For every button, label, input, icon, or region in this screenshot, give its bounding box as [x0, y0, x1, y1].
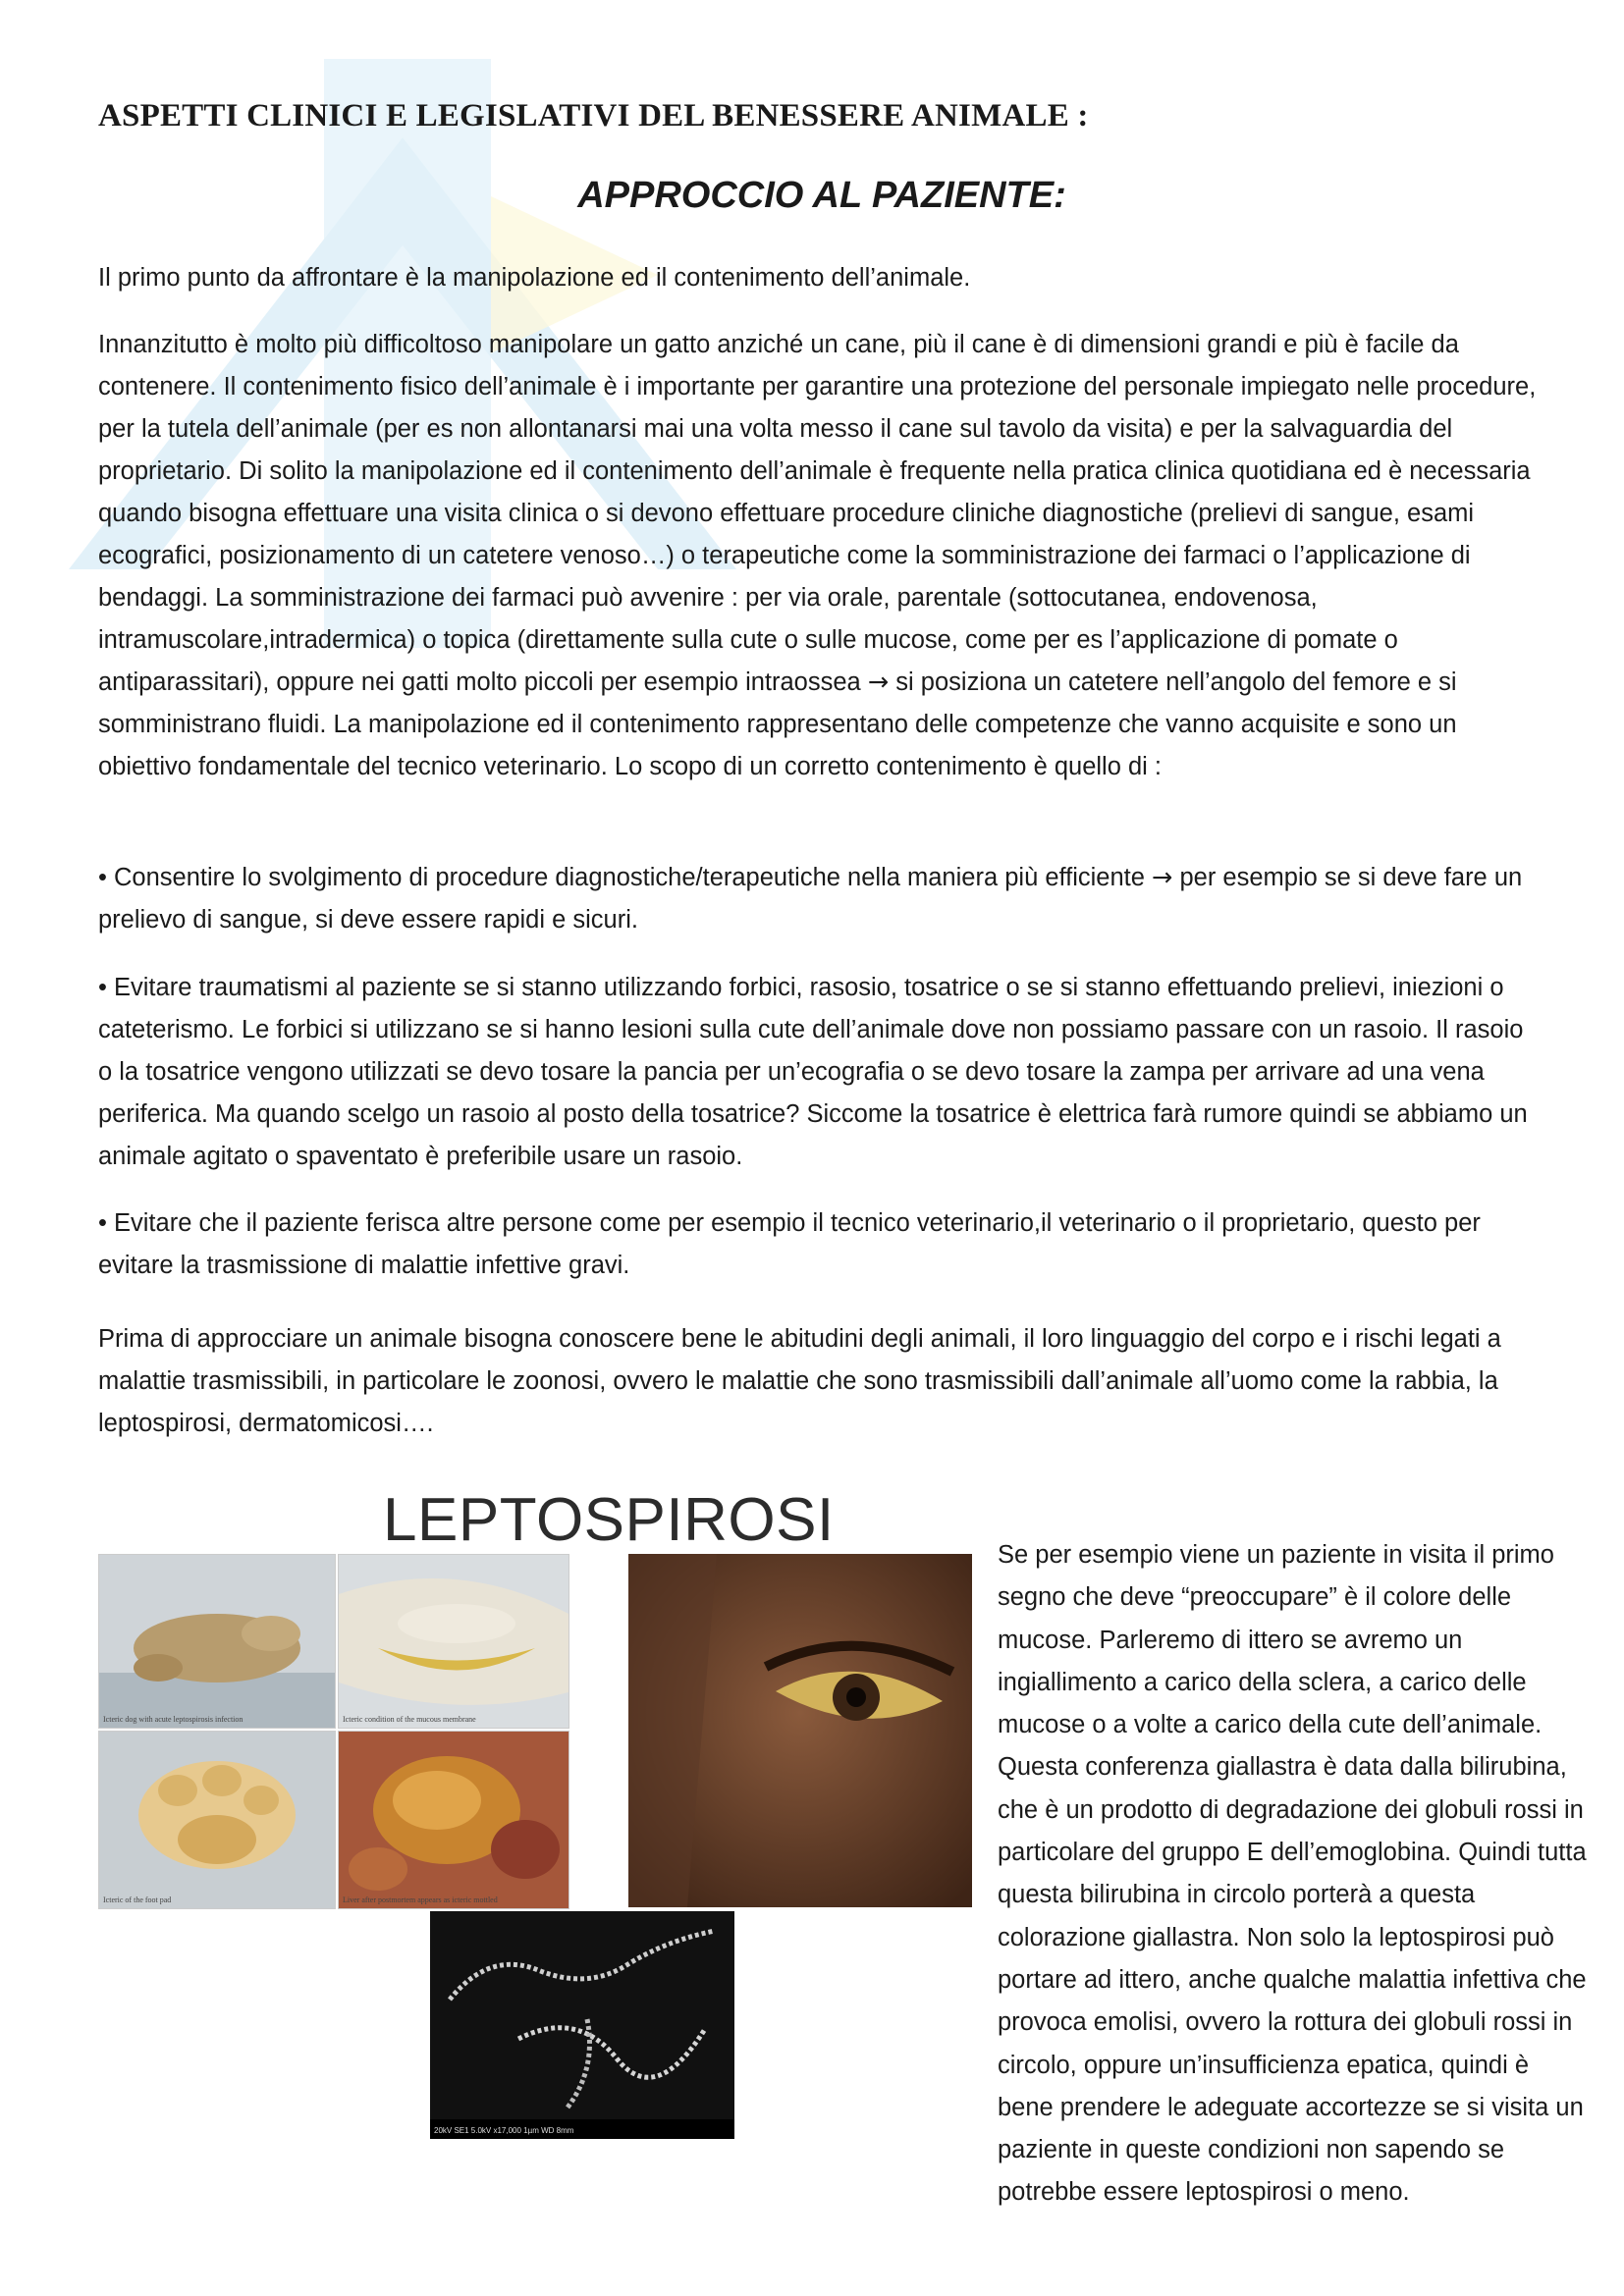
zoonosi-paragraph: Prima di approcciare un animale bisogna conoscere bene le abitudini degli animali, il loro linguaggio del corpo e i rischi legati a malattie trasmissibili, in particolare le zoonosi, ovvero le malattie che sono trasmissibili dall’animale all’uomo come la rabbia, la leptospirosi, dermatomicosi…. — [98, 1325, 1501, 1437]
section-subtitle: APPROCCIO AL PAZIENTE: — [577, 175, 1066, 216]
bullet-item — [98, 857, 1542, 941]
mucosa-photo — [338, 1554, 569, 1729]
intro-paragraph: Il primo punto da affrontare è la manipolazione ed il contenimento dell’animale. — [98, 264, 971, 292]
arrow-right-icon: → — [867, 667, 890, 697]
leptospirosi-figure — [98, 1477, 972, 2145]
arrow-right-icon: → — [1152, 863, 1173, 892]
main-paragraph — [98, 324, 1542, 788]
micrograph-photo — [430, 1911, 734, 2139]
side-paragraph: Se per esempio viene un paziente in visita il primo segno che deve “preoccupare” è il colore delle mucose. Parleremo di ittero se avremo un ingiallimento a carico della sclera, a carico delle mucose o a volte a carico della cute dell’animale. Questa conferenza giallastra è data dalla bilirubina, che è un prodotto di degradazione dei globuli rossi in particolare del gruppo E dell’emoglobina. Quindi tutta questa bilirubina in circolo porterà a questa colorazione giallastra. Non solo la leptospirosi può portare ad ittero, anche qualche malattia infettiva che provoca emolisi, ovvero la rottura dei globuli rossi in circolo, oppure un’insufficienza epatica, quindi è bene prendere le adeguate accortezze se si visita un paziente in queste condizioni non sapendo se potrebbe essere leptospirosi o meno. — [998, 1541, 1587, 2207]
figure-caption: Icteric dog with acute leptospirosis infection — [103, 1715, 244, 1724]
main-paragraph-text-2: si posiziona un catetere nell’angolo del femore e si somministrano fluidi. La manipolazione ed il contenimento rappresentano delle competenze che vanno acquisite e sono un obiettivo fondamentale del tecnico veterinario. Lo scopo di un corretto contenimento è quello di : — [98, 668, 1457, 780]
foot-pad-photo — [98, 1731, 336, 1909]
bullet-text-2: per esempio se si deve fare un prelievo di sangue, si deve essere rapidi e sicuri. — [98, 864, 1523, 934]
figure-caption: Icteric of the foot pad — [103, 1896, 172, 1904]
bullet-text-1: • Consentire lo svolgimento di procedure diagnostiche/terapeutiche nella maniera più efficiente — [98, 864, 1153, 891]
liver-photo — [338, 1731, 569, 1909]
dog-photo — [98, 1554, 336, 1729]
figure-caption: Liver after postmortem appears as icteric mottled — [343, 1896, 498, 1904]
figure-heading: LEPTOSPIROSI — [383, 1486, 835, 1554]
icteric-eye-photo — [628, 1554, 972, 1907]
bullet-item: • Evitare traumatismi al paziente se si stanno utilizzando forbici, rasosio, tosatrice o se si stanno effettuando prelievi, iniezioni o cateterismo. Le forbici si utilizzano se si hanno lesioni sulla cute dell’animale dove non possiamo passare con un rasoio. Il rasoio o la tosatrice vengono utilizzati se devo tosare la pancia per un’ecografia o se devo tosare la zampa per arrivare ad una vena periferica. Ma quando scelgo un rasoio al posto della tosatrice? Siccome la tosatrice è elettrica farà rumore quindi se abbiamo un animale agitato o spaventato è preferibile usare un rasoio. — [98, 974, 1528, 1170]
figure-caption: Icteric condition of the mucous membrane — [343, 1715, 476, 1724]
page-title: ASPETTI CLINICI E LEGISLATIVI DEL BENESSERE ANIMALE : — [98, 98, 1089, 133]
main-paragraph-text-1: Innanzitutto è molto più difficoltoso manipolare un gatto anziché un cane, più il cane è di dimensioni grandi e più è facile da contenere. Il contenimento fisico dell’animale è i importante per garantire una protezione del personale impiegato nelle procedure, per la tutela dell’animale (per es non allontanarsi mai una volta messo il cane sul tavolo da visita) e per la salvaguardia del proprietario. Di solito la manipolazione ed il contenimento dell’animale è frequente nella pratica clinica quotidiana ed è necessaria quando bisogna effettuare una visita clinica o si devono effettuare procedure cliniche diagnostiche (prelievi di sangue, esami ecografici, posizionamento di un catetere venoso…) o terapeutiche come la somministrazione dei farmaci o l’applicazione di bendaggi. La somministrazione dei farmaci può avvenire : per via orale, parentale (sottocutanea, endovenosa, intramuscolare,intradermica) o topica (direttamente sulla cute o sulle mucose, come per es l’applicazione di pomate o antiparassitari), oppure nei gatti molto piccoli per esempio intraossea — [98, 331, 1537, 696]
bullet-item: • Evitare che il paziente ferisca altre persone come per esempio il tecnico veterinario,il veterinario o il proprietario, questo per evitare la trasmissione di malattie infettive gravi. — [98, 1209, 1481, 1279]
micrograph-label: 20kV SE1 5.0kV x17,000 1µm WD 8mm — [434, 2126, 574, 2135]
